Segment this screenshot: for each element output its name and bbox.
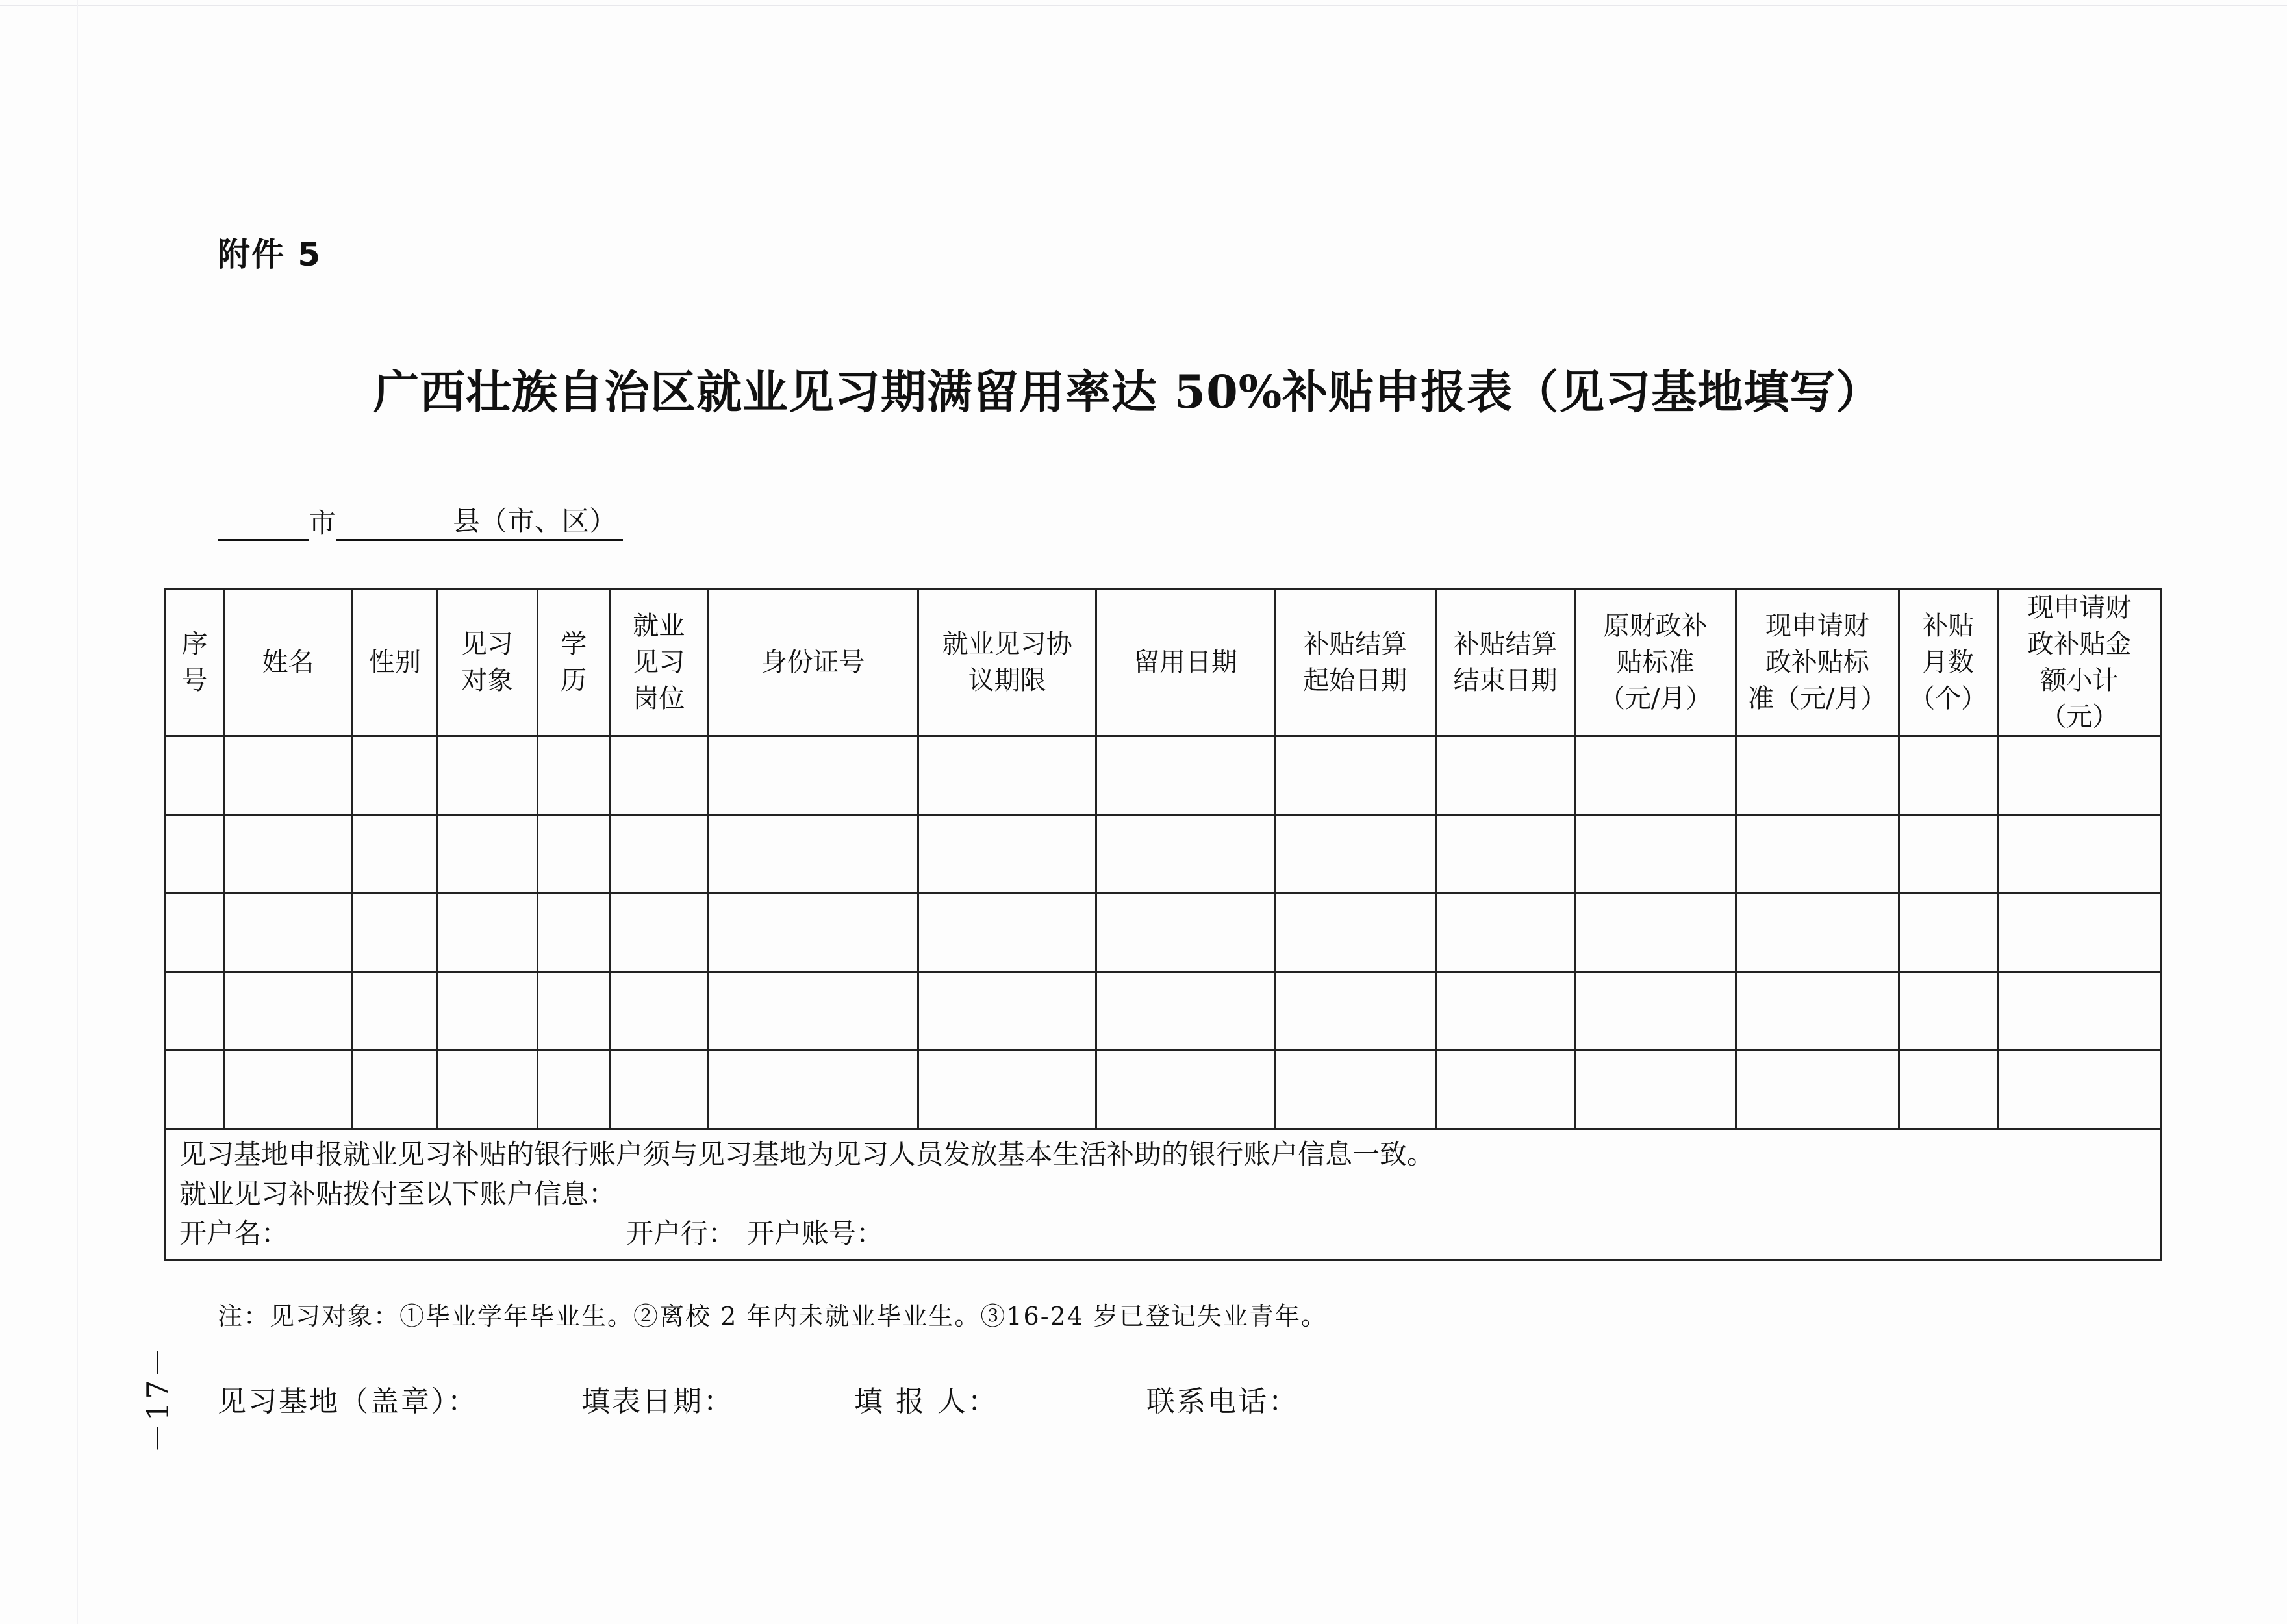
column-header <box>1899 589 1997 736</box>
table-cell[interactable] <box>707 893 918 972</box>
column-header-line: 政补贴标 <box>1765 647 1869 677</box>
table-cell[interactable] <box>610 736 707 815</box>
table-cell[interactable] <box>1736 893 1899 972</box>
table-cell[interactable] <box>537 736 610 815</box>
table-row <box>166 893 2162 972</box>
table-cell[interactable] <box>1899 1051 1997 1129</box>
column-header <box>166 589 224 736</box>
table-cell[interactable] <box>1736 1051 1899 1129</box>
footnote: 注：见习对象：①毕业学年毕业生。②离校 2 年内未就业毕业生。③16-24 岁已登记失业青年。 <box>218 1302 1327 1330</box>
city-suffix: 市 <box>309 507 336 539</box>
table-cell[interactable] <box>353 736 437 815</box>
table-cell[interactable] <box>1274 972 1435 1051</box>
table-cell[interactable] <box>707 815 918 893</box>
column-header-line: 政补贴金 <box>2027 629 2132 659</box>
table-cell[interactable] <box>224 815 353 893</box>
account-name-label: 开户名： <box>179 1217 289 1249</box>
column-header-line: 学 <box>561 629 587 659</box>
column-header <box>353 589 437 736</box>
table-cell[interactable] <box>1997 1051 2161 1129</box>
column-header-line: 身份证号 <box>761 647 865 677</box>
column-header-line: 原财政补 <box>1603 611 1708 641</box>
column-header <box>1274 589 1435 736</box>
table-cell[interactable] <box>166 972 224 1051</box>
column-header-line: 留用日期 <box>1133 647 1237 677</box>
table-cell[interactable] <box>1997 893 2161 972</box>
table-cell[interactable] <box>1435 736 1574 815</box>
table-cell[interactable] <box>1575 893 1736 972</box>
table-cell[interactable] <box>1435 893 1574 972</box>
account-number-label: 开户账号： <box>747 1217 884 1249</box>
table-cell[interactable] <box>353 972 437 1051</box>
table-cell[interactable] <box>1096 893 1274 972</box>
attachment-label: 附件 5 <box>218 236 322 273</box>
table-cell[interactable] <box>1899 815 1997 893</box>
base-seal-label: 见习基地（盖章）： <box>218 1385 478 1418</box>
column-header <box>707 589 918 736</box>
fill-date-label: 填表日期： <box>581 1385 734 1418</box>
county-blank[interactable] <box>336 509 453 541</box>
table-cell[interactable] <box>166 815 224 893</box>
column-header-line: 岗位 <box>633 684 685 714</box>
table-cell[interactable] <box>1899 736 1997 815</box>
column-header-line: 就业见习协 <box>942 629 1072 659</box>
table-cell[interactable] <box>610 893 707 972</box>
table-cell[interactable] <box>707 1051 918 1129</box>
top-rule <box>0 5 2287 6</box>
column-header-line: 补贴结算 <box>1303 629 1408 659</box>
column-header <box>1096 589 1274 736</box>
column-header-line: 见习 <box>633 647 685 677</box>
table-cell[interactable] <box>1274 736 1435 815</box>
column-header-line: （元/月） <box>1598 684 1712 714</box>
column-header-line: 准（元/月） <box>1748 684 1887 714</box>
page-number: －17－ <box>140 1345 175 1454</box>
column-header-line: 补贴结算 <box>1453 629 1558 659</box>
table-cell[interactable] <box>537 1051 610 1129</box>
column-header-line: （元） <box>2040 702 2119 732</box>
column-header <box>610 589 707 736</box>
table-cell[interactable] <box>918 972 1096 1051</box>
subsidy-application-table <box>164 588 2162 1261</box>
table-cell[interactable] <box>1997 815 2161 893</box>
phone-label: 联系电话： <box>1146 1385 1299 1418</box>
table-cell[interactable] <box>1274 815 1435 893</box>
city-blank[interactable] <box>218 509 309 541</box>
table-cell[interactable] <box>437 736 537 815</box>
column-header-line: 补贴 <box>1922 611 1975 641</box>
table-cell[interactable] <box>1899 893 1997 972</box>
table-cell[interactable] <box>166 1051 224 1129</box>
table-cell[interactable] <box>353 893 437 972</box>
bank-notice: 见习基地申报就业见习补贴的银行账户须与见习基地为见习人员发放基本生活补助的银行账户信息一致。 <box>179 1138 1435 1170</box>
table-cell[interactable] <box>1997 972 2161 1051</box>
table-cell[interactable] <box>353 815 437 893</box>
column-header <box>1736 589 1899 736</box>
table-cell[interactable] <box>1899 972 1997 1051</box>
table-cell[interactable] <box>353 1051 437 1129</box>
column-header <box>1997 589 2161 736</box>
table-cell[interactable] <box>610 815 707 893</box>
table-cell[interactable] <box>437 815 537 893</box>
table-cell[interactable] <box>1575 1051 1736 1129</box>
column-header-line: 就业 <box>633 611 685 641</box>
table-row <box>166 1051 2162 1129</box>
table-cell[interactable] <box>1435 815 1574 893</box>
column-header-line: 月数 <box>1922 647 1975 677</box>
table-cell[interactable] <box>1274 893 1435 972</box>
table-cell[interactable] <box>1096 815 1274 893</box>
column-header-line: 结束日期 <box>1453 666 1558 695</box>
column-header <box>437 589 537 736</box>
table-row <box>166 736 2162 815</box>
column-header-line: 对象 <box>461 666 513 695</box>
table-cell[interactable] <box>166 736 224 815</box>
column-header-line: 见习 <box>461 629 513 659</box>
table-cell[interactable] <box>437 1051 537 1129</box>
table-cell[interactable] <box>1736 815 1899 893</box>
document-title: 广西壮族自治区就业见习期满留用率达 50%补贴申报表（见习基地填写） <box>373 365 1882 419</box>
column-header-line: 现申请财 <box>2027 593 2132 623</box>
table-cell[interactable] <box>610 1051 707 1129</box>
bank-info-cell <box>166 1129 2162 1260</box>
table-cell[interactable] <box>537 972 610 1051</box>
column-header <box>918 589 1096 736</box>
table-cell[interactable] <box>1435 972 1574 1051</box>
column-header-line: 姓名 <box>262 647 314 677</box>
column-header-line: 起始日期 <box>1303 666 1408 695</box>
county-suffix: 县（市、区） <box>453 500 623 541</box>
column-header <box>537 589 610 736</box>
table-cell[interactable] <box>1096 736 1274 815</box>
table-cell[interactable] <box>1997 736 2161 815</box>
column-header <box>1435 589 1574 736</box>
column-header <box>224 589 353 736</box>
bank-info-heading: 就业见习补贴拨付至以下账户信息： <box>179 1177 616 1210</box>
bank-label: 开户行： <box>626 1217 736 1249</box>
table-cell[interactable] <box>1575 736 1736 815</box>
filler-label: 填 报 人： <box>854 1385 998 1418</box>
table-cell[interactable] <box>224 736 353 815</box>
table-cell[interactable] <box>437 972 537 1051</box>
column-header-line: 现申请财 <box>1765 611 1869 641</box>
column-header <box>1575 589 1736 736</box>
table-cell[interactable] <box>437 893 537 972</box>
table-header-row <box>166 589 2162 736</box>
table-cell[interactable] <box>610 972 707 1051</box>
table-cell[interactable] <box>1096 972 1274 1051</box>
table-cell[interactable] <box>537 893 610 972</box>
table-cell[interactable] <box>1736 736 1899 815</box>
table-cell[interactable] <box>707 972 918 1051</box>
table-cell[interactable] <box>918 893 1096 972</box>
table-cell[interactable] <box>1736 972 1899 1051</box>
column-header-line: 号 <box>181 666 208 695</box>
column-header-line: 性别 <box>368 647 421 677</box>
column-header-line: （个） <box>1909 684 1988 714</box>
table-cell[interactable] <box>1575 972 1736 1051</box>
column-header-line: 贴标准 <box>1616 647 1695 677</box>
column-header-line: 序 <box>181 629 208 659</box>
table-cell[interactable] <box>224 893 353 972</box>
table-cell[interactable] <box>918 736 1096 815</box>
region-line <box>218 500 623 538</box>
table-cell[interactable] <box>224 1051 353 1129</box>
column-header-line: 额小计 <box>2040 666 2119 695</box>
signature-row <box>218 1378 1299 1419</box>
table-cell[interactable] <box>918 815 1096 893</box>
table-cell[interactable] <box>1274 1051 1435 1129</box>
table-cell[interactable] <box>918 1051 1096 1129</box>
table-cell[interactable] <box>1435 1051 1574 1129</box>
table-cell[interactable] <box>1096 1051 1274 1129</box>
column-header-line: 历 <box>561 666 587 695</box>
page-edge <box>77 0 78 1624</box>
table-row <box>166 815 2162 893</box>
table-cell[interactable] <box>537 815 610 893</box>
bank-account-line <box>179 1214 2147 1254</box>
column-header-line: 议期限 <box>968 666 1046 695</box>
table-cell[interactable] <box>224 972 353 1051</box>
table-cell[interactable] <box>707 736 918 815</box>
table-cell[interactable] <box>1575 815 1736 893</box>
table-cell[interactable] <box>166 893 224 972</box>
table-row <box>166 972 2162 1051</box>
